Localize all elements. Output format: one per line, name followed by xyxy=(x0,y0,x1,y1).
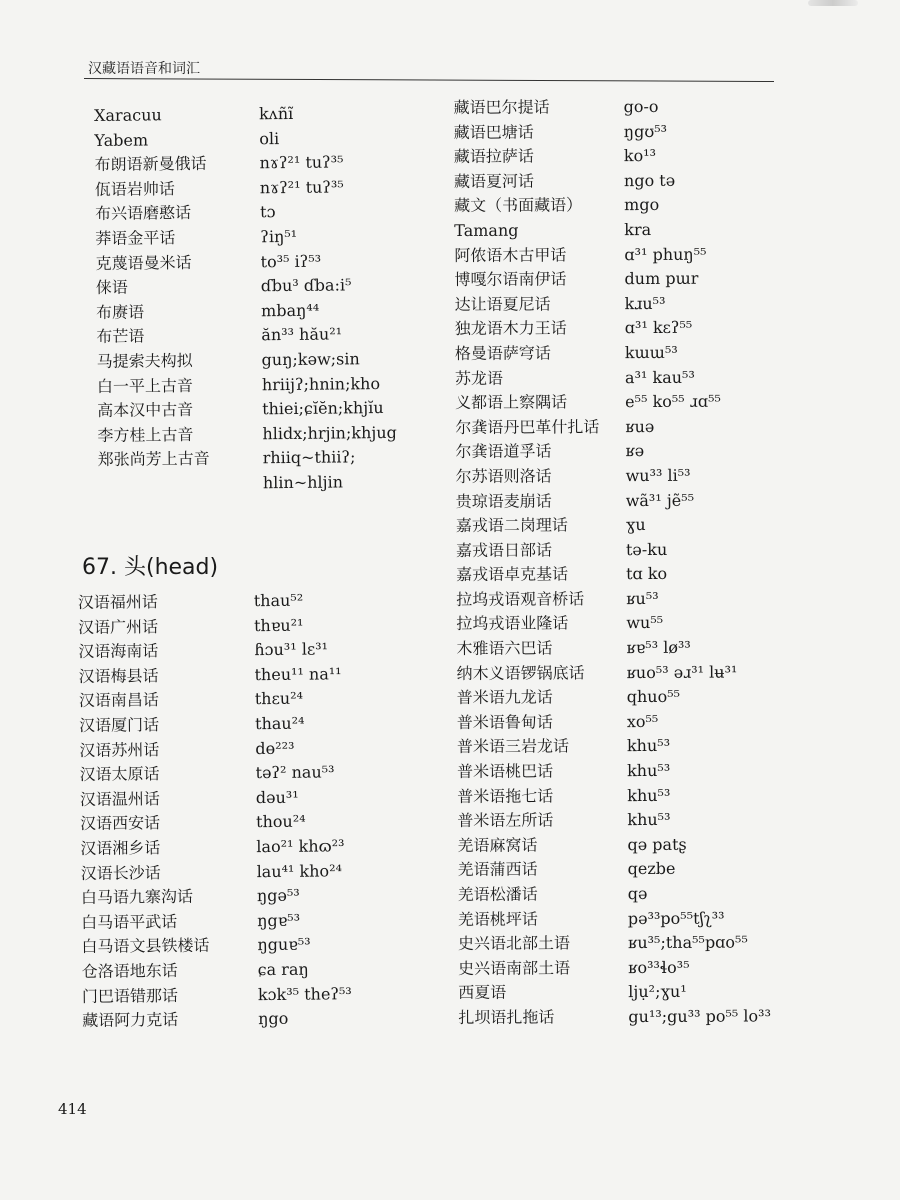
word-form: a³¹ kau⁵³ xyxy=(624,367,695,387)
language-name: 白马语文县铁楼话 xyxy=(81,935,210,957)
language-name: 布芒语 xyxy=(96,326,145,347)
language-name: 佤语岩帅话 xyxy=(94,178,175,199)
language-name: 汉语湘乡话 xyxy=(80,838,161,858)
word-form: wu⁵⁵ xyxy=(626,613,664,633)
word-form: mbaŋ⁴⁴ xyxy=(261,300,320,321)
word-form: mgo xyxy=(624,195,660,215)
language-name: 汉语福州话 xyxy=(77,592,158,613)
language-name: 仓洛语地东话 xyxy=(81,960,178,981)
word-form: wu³³ li⁵³ xyxy=(625,465,691,486)
word-form: ʁə xyxy=(625,441,645,461)
language-name: 布朗语新曼俄话 xyxy=(94,154,207,175)
language-name: 俫语 xyxy=(95,277,128,298)
language-name: 普米语左所话 xyxy=(457,810,554,831)
language-name: Xaracuu xyxy=(93,105,162,126)
word-form: tɑ ko xyxy=(626,564,668,584)
word-form: nɤʔ²¹ tuʔ³⁵ xyxy=(259,152,344,173)
word-form: hlin~hljin xyxy=(262,472,344,493)
language-name: 达让语夏尼话 xyxy=(454,294,551,314)
word-form: ɕa raŋ xyxy=(257,959,309,980)
language-name: 汉语厦门话 xyxy=(78,715,160,735)
word-form: theu¹¹ na¹¹ xyxy=(254,664,342,684)
language-name: 普米语三岩龙话 xyxy=(456,736,570,757)
language-name: 羌语桃坪话 xyxy=(457,909,538,929)
word-form: ɑ³¹ phuŋ⁵⁵ xyxy=(624,244,707,264)
word-form: ɣu xyxy=(625,515,646,535)
language-name: 藏语巴尔提话 xyxy=(453,97,550,118)
word-form: lau⁴¹ kho²⁴ xyxy=(256,860,343,881)
language-name: 克蔑语曼米话 xyxy=(95,252,192,273)
page-number: 414 xyxy=(58,1100,87,1118)
language-name: 汉语西安话 xyxy=(80,813,161,834)
header-rule xyxy=(84,78,774,82)
language-name: 阿侬语木古甲话 xyxy=(454,244,567,265)
word-form: thɐu²¹ xyxy=(253,615,304,635)
word-form: qə xyxy=(627,884,648,904)
language-name: 汉语温州话 xyxy=(79,788,160,809)
word-form: tɔ xyxy=(259,202,276,222)
language-name: 尔龚语道孚话 xyxy=(455,441,552,462)
word-form: qhuo⁵⁵ xyxy=(626,687,681,707)
language-name: 史兴语北部土语 xyxy=(457,933,571,954)
language-name: 尔苏语则洛话 xyxy=(455,466,552,486)
language-name: 嘉戎语日部话 xyxy=(455,540,552,560)
word-form: ŋgɐ⁵³ xyxy=(257,910,301,930)
word-form: ko¹³ xyxy=(623,146,657,166)
language-name: 羌语松潘话 xyxy=(457,884,538,904)
word-form: xo⁵⁵ xyxy=(626,711,659,731)
language-name: 格曼语萨穹话 xyxy=(454,343,551,363)
word-form: oli xyxy=(259,128,280,148)
word-form: dɵ²²³ xyxy=(255,738,295,758)
word-form: nɤʔ²¹ tuʔ³⁵ xyxy=(259,177,344,198)
word-form: ljụ²;ɣu¹ xyxy=(628,982,687,1002)
word-form: thau⁵² xyxy=(253,590,304,611)
word-form: ŋguɐ⁵³ xyxy=(257,934,311,955)
word-form: to³⁵ iʔ⁵³ xyxy=(260,251,322,271)
word-form: ʁu³⁵;tha⁵⁵pɑo⁵⁵ xyxy=(627,932,748,953)
word-form: ɦɔu³¹ lɛ³¹ xyxy=(254,639,329,660)
language-name: 羌语麻窝话 xyxy=(457,835,538,855)
language-name: 独龙语木力王话 xyxy=(454,318,567,339)
word-form: ngo tə xyxy=(623,170,676,190)
language-name: 拉坞戎语业隆话 xyxy=(456,613,569,634)
word-form: thɛu²⁴ xyxy=(254,689,304,709)
word-form: khu⁵³ xyxy=(626,736,671,756)
language-name: 博嘎尔语南伊话 xyxy=(454,269,567,290)
language-name: Yabem xyxy=(94,130,149,150)
word-form: ɑ³¹ kɛʔ⁵⁵ xyxy=(624,318,693,338)
language-name: 马提索夫构拟 xyxy=(96,350,193,371)
language-name: 尔龚语丹巴革什扎话 xyxy=(455,416,600,437)
language-name: 白一平上古音 xyxy=(96,375,194,396)
word-form: wã³¹ jẽ⁵⁵ xyxy=(625,490,695,510)
language-name: 扎坝语扎拖话 xyxy=(458,1007,555,1027)
word-form: dum pɯr xyxy=(624,268,699,289)
word-form: lao²¹ khɷ²³ xyxy=(256,836,345,857)
language-name: 纳木义语锣锅底话 xyxy=(456,662,585,683)
language-name: 嘉戎语二岗理话 xyxy=(455,515,568,536)
word-form: khu⁵³ xyxy=(627,810,671,830)
language-name: 西夏语 xyxy=(458,983,507,1003)
word-form: thou²⁴ xyxy=(256,811,306,832)
word-form: tə-ku xyxy=(625,539,668,559)
running-header-title: 汉藏语语音和词汇 xyxy=(88,61,200,77)
language-name: 藏语拉萨话 xyxy=(453,146,534,167)
language-name: 莽语金平话 xyxy=(95,228,176,248)
word-form: khu⁵³ xyxy=(627,785,671,805)
language-name: 藏语夏河话 xyxy=(453,171,535,191)
word-form: rhiiq~thiiʔ; xyxy=(262,447,356,468)
word-form: ʁuə xyxy=(625,416,655,436)
language-name: 史兴语南部土语 xyxy=(458,958,571,978)
word-form: ŋgo xyxy=(258,1008,289,1029)
word-form: kʌñĩ xyxy=(258,103,294,124)
language-name: 白马语平武话 xyxy=(81,911,178,932)
language-name: 门巴语错那话 xyxy=(81,985,179,1006)
language-name: 木雅语六巴话 xyxy=(456,638,553,659)
word-form: ʁuo⁵³ əɹ³¹ lʉ³¹ xyxy=(626,662,738,682)
word-form: təʔ² nau⁵³ xyxy=(255,762,335,783)
left-column-top xyxy=(93,103,397,497)
word-form: qezbe xyxy=(627,859,676,879)
scan-artifact xyxy=(808,0,858,6)
language-name: 布赓语 xyxy=(96,302,145,322)
language-name: 汉语太原话 xyxy=(79,764,160,785)
word-form: ʔiŋ⁵¹ xyxy=(260,226,298,247)
language-name: 普米语九龙话 xyxy=(456,687,553,708)
word-form: kɔk³⁵ theʔ⁵³ xyxy=(257,983,352,1004)
language-name: 高本汉中古音 xyxy=(97,400,194,421)
word-form: ŋgʊ⁵³ xyxy=(623,121,668,141)
word-form: ʁu⁵³ xyxy=(626,588,659,608)
language-name: 汉语长沙话 xyxy=(80,862,161,883)
language-name: 汉语南昌话 xyxy=(78,690,159,711)
word-form: thau²⁴ xyxy=(254,713,305,734)
word-form: thiei;ɕĭĕn;khjĭu xyxy=(262,398,384,419)
word-form: kra xyxy=(624,219,652,240)
word-form: hriijʔ;hnin;kho xyxy=(261,373,381,394)
word-form: gu¹³;gu³³ po⁵⁵ lo³³ xyxy=(628,1006,772,1027)
word-form: qə patʂ xyxy=(627,834,687,854)
word-form: ăn³³ hău²¹ xyxy=(261,324,343,345)
word-form: dəu³¹ xyxy=(255,787,299,807)
language-name: 汉语梅县话 xyxy=(78,665,159,686)
language-name: Tamang xyxy=(454,220,519,240)
word-form: khu⁵³ xyxy=(627,760,671,781)
language-name: 白马语九寨沟话 xyxy=(80,886,194,908)
word-form: go-o xyxy=(623,96,659,117)
language-name: 普米语拖七话 xyxy=(457,786,554,806)
language-name: 汉语海南话 xyxy=(78,641,159,662)
language-name: 普米语桃巴话 xyxy=(457,761,554,782)
language-name: 嘉戎语卓克基话 xyxy=(456,564,569,585)
language-name: 拉坞戎语观音桥话 xyxy=(456,589,585,609)
right-column xyxy=(453,96,772,1031)
language-name: 汉语广州话 xyxy=(77,616,159,637)
language-name: 藏语巴塘话 xyxy=(453,122,534,142)
language-name: 普米语鲁甸话 xyxy=(456,712,553,732)
language-name: 布兴语磨憨话 xyxy=(94,203,192,224)
language-name: 藏语阿力克话 xyxy=(82,1010,179,1031)
language-name: 羌语蒲西话 xyxy=(457,859,538,880)
language-name: 藏文（书面藏语） xyxy=(454,195,583,216)
language-name: 李方桂上古音 xyxy=(97,424,194,445)
word-form: kɹu⁵³ xyxy=(624,293,666,313)
language-name: 义都语上察隅话 xyxy=(455,392,568,413)
word-form: guŋ;kəw;sin xyxy=(261,349,360,370)
language-name: 汉语苏州话 xyxy=(79,739,160,760)
word-form: e⁵⁵ ko⁵⁵ ɹɑ⁵⁵ xyxy=(625,391,721,412)
word-form: ʁɐ⁵³ lø³³ xyxy=(626,637,691,658)
word-form: kɯɯ⁵³ xyxy=(624,342,678,363)
word-form: ŋgə⁵³ xyxy=(256,885,300,906)
section-heading: 67. 头(head) xyxy=(82,555,219,580)
word-form: pə³³po⁵⁵tʃʅ³³ xyxy=(627,908,725,928)
language-name: 苏龙语 xyxy=(454,368,504,388)
language-name: 贵琼语麦崩话 xyxy=(455,490,552,511)
word-form: hlidx;hrjin;khjug xyxy=(262,422,397,443)
language-name: 郑张尚芳上古音 xyxy=(97,449,210,470)
word-form: ʁo³³ɬo³⁵ xyxy=(628,957,690,977)
left-column-bottom xyxy=(77,590,352,1034)
word-form: ɗbu³ ɗba:i⁵ xyxy=(260,275,352,296)
